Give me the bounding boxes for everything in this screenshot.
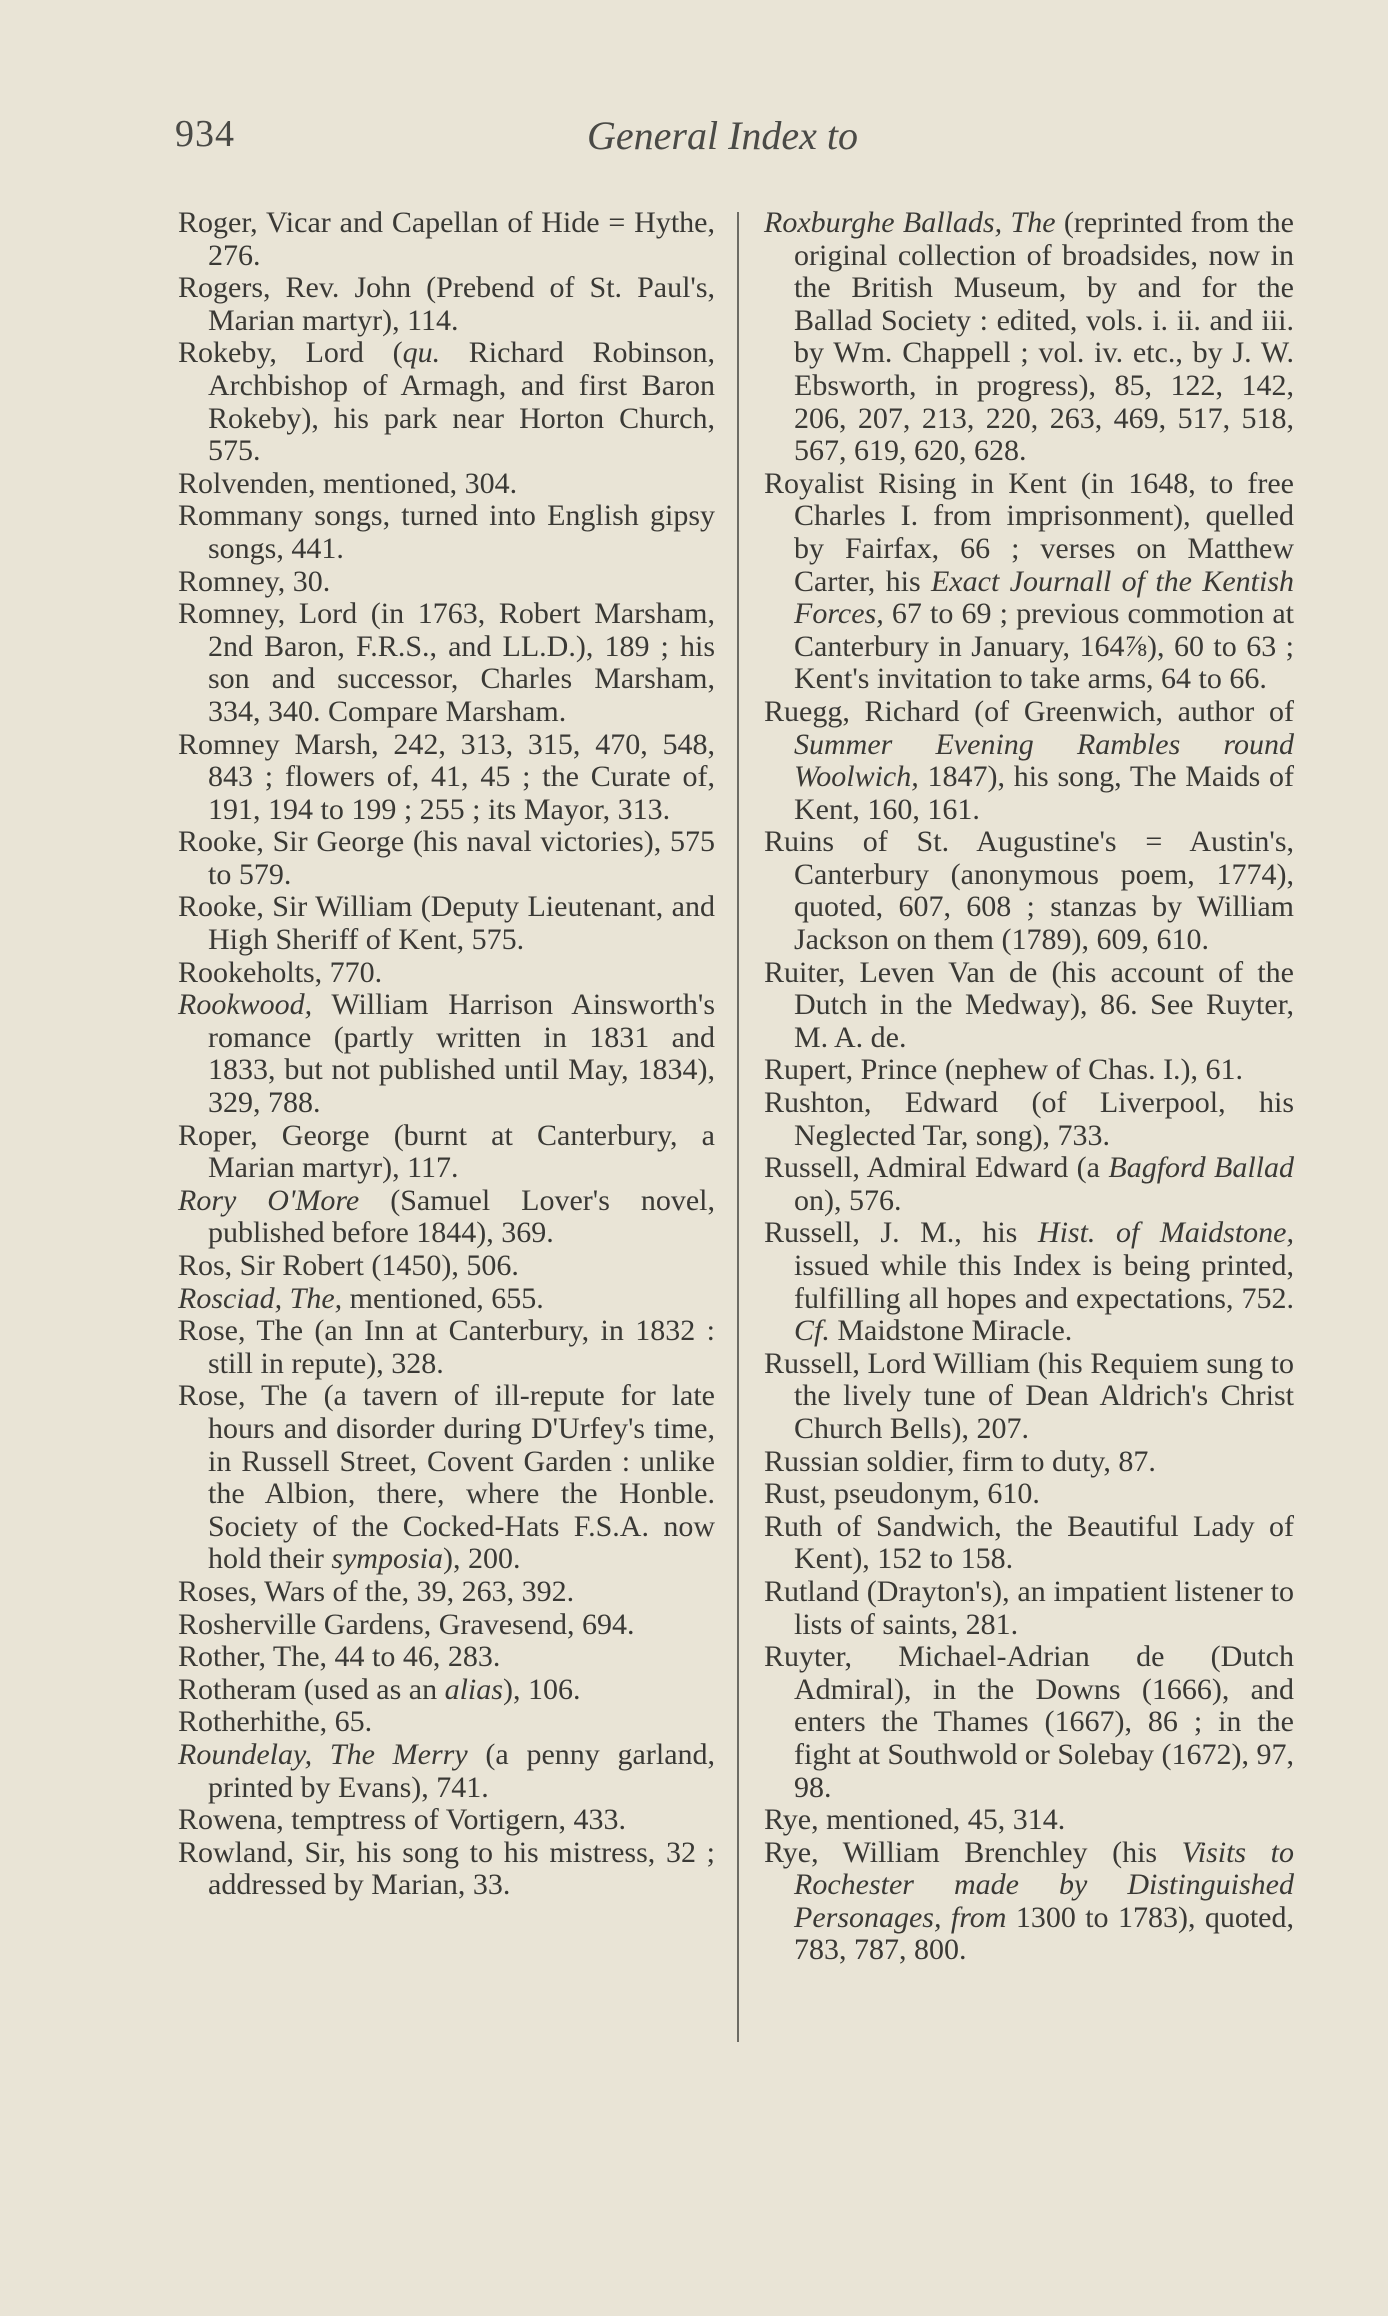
entry-text: Rogers, Rev. John (Prebend of St. Paul's, Marian martyr), 114. xyxy=(178,271,715,337)
entry-text: Maidstone Miracle. xyxy=(829,1314,1073,1348)
entry-text: Rolvenden, mentioned, 304. xyxy=(178,466,518,500)
page-number: 934 xyxy=(175,113,235,155)
index-entry xyxy=(178,1576,715,1609)
entry-text: 1300 to 1783), quoted, 783, 787, 800. xyxy=(794,1900,1294,1967)
entry-text: Ruyter, Michael-Adrian de (Dutch Admiral), in the Downs (1666), and enters the Thames (1667), 86 ; in the fight at Southwold or Solebay (1672), 97, 98. xyxy=(764,1640,1294,1804)
index-entry xyxy=(764,1478,1294,1511)
entry-italic-text: Hist. of Maidstone, xyxy=(1037,1216,1294,1250)
index-entry xyxy=(764,957,1294,1055)
entry-text: Rowland, Sir, his song to his mistress, 32 ; addressed by Marian, 33. xyxy=(178,1835,715,1902)
entry-italic-text: alias xyxy=(444,1672,503,1706)
entry-text: mentioned, 655. xyxy=(342,1281,544,1315)
index-entry xyxy=(178,826,715,891)
entry-text: Roper, George (burnt at Canterbury, a Marian martyr), 117. xyxy=(178,1118,715,1185)
entry-text: Romney, Lord (in 1763, Robert Marsham, 2nd Baron, F.R.S., and LL.D.), 189 ; his son and successor, Charles Marsham, 334, 340. Compare Marsham. xyxy=(178,597,715,728)
entry-text: Rutland (Drayton's), an impatient listener to lists of saints, 281. xyxy=(764,1574,1294,1641)
index-entry xyxy=(178,989,715,1119)
entry-text: Ros, Sir Robert (1450), 506. xyxy=(178,1249,519,1282)
index-entry xyxy=(178,1641,715,1674)
index-entry xyxy=(178,1674,715,1707)
index-entry xyxy=(178,957,715,990)
entry-italic-text: Summer Evening Rambles round Woolwich, xyxy=(794,727,1294,794)
entry-text: Russian soldier, firm to duty, 87. xyxy=(764,1444,1156,1478)
entry-text: (reprinted from the original collection of broadsides, now in the British Museum, by and for the Ballad Society : edited, vols. i. ii. and iii. by Wm. Chappell ; vol. iv. etc., by J. W. Ebsworth, in progress), 85, 122, 142, 206, 207, 213, 220, 263, 469, 517, 518, 567, 619, 620, 628. xyxy=(794,206,1294,468)
index-entry xyxy=(178,566,715,599)
entry-text: Russell, Lord William (his Requiem sung to the lively tune of Dean Aldrich's Christ Church Bells), 207. xyxy=(764,1346,1294,1445)
index-entry xyxy=(178,1185,715,1250)
entry-text: Ruiter, Leven Van de (his account of the Dutch in the Medway), 86. See Ruyter, M. A. de. xyxy=(764,955,1294,1054)
entry-text: Rose, The (an Inn at Canterbury, in 1832 : still in repute), 328. xyxy=(178,1314,715,1380)
entry-text: Rotherhithe, 65. xyxy=(178,1705,373,1739)
index-entry xyxy=(178,207,715,272)
index-entry xyxy=(764,696,1294,826)
index-entry xyxy=(764,1087,1294,1152)
entry-text: ), 200. xyxy=(442,1542,521,1576)
entry-text: Russell, Admiral Edward (a xyxy=(764,1151,1109,1185)
index-entry xyxy=(178,1120,715,1185)
index-entry xyxy=(178,891,715,956)
entry-text: Rokeby, Lord ( xyxy=(178,336,403,370)
entry-text: Ruth of Sandwich, the Beautiful Lady of Kent), 152 to 158. xyxy=(764,1509,1294,1576)
entry-italic-text: Rory O'More xyxy=(178,1183,360,1217)
entry-italic-text: Rosciad, The, xyxy=(178,1281,343,1315)
entry-text: Rye, mentioned, 45, 314. xyxy=(764,1803,1066,1837)
entry-text: Rother, The, 44 to 46, 283. xyxy=(178,1640,501,1674)
entry-text: Romney Marsh, 242, 313, 315, 470, 548, 843 ; flowers of, 41, 45 ; the Curate of, 191, 194 to 199 ; 255 ; its Mayor, 313. xyxy=(178,727,715,826)
index-entry xyxy=(764,1217,1294,1347)
index-entry xyxy=(178,1706,715,1739)
running-title: General Index to xyxy=(587,113,859,158)
entry-italic-text: Cf. xyxy=(794,1314,830,1348)
entry-text: Rose, The (a tavern of ill-repute for late hours and disorder during D'Urfey's time, in Russell Street, Covent Garden : unlike the Albion, there, where the Honble. Society of the Cocked-Hats F.S.A. now hold their xyxy=(178,1379,715,1576)
index-entry xyxy=(764,1054,1294,1087)
index-entry xyxy=(178,337,715,467)
entry-text: Rushton, Edward (of Liverpool, his Neglected Tar, song), 733. xyxy=(764,1086,1294,1152)
index-entry xyxy=(178,729,715,827)
entry-italic-text: qu. xyxy=(402,336,441,370)
entry-text: Rooke, Sir William (Deputy Lieutenant, and High Sheriff of Kent, 575. xyxy=(178,890,715,957)
index-entry xyxy=(764,1576,1294,1641)
index-entry xyxy=(764,468,1294,696)
entry-text: William Harrison Ainsworth's romance (partly written in 1831 and 1833, but not published until May, 1834), 329, 788. xyxy=(208,988,715,1120)
index-entry xyxy=(764,826,1294,956)
index-entry xyxy=(178,1739,715,1804)
entry-text: ), 106. xyxy=(502,1672,581,1706)
entry-text: 1847), his song, The Maids of Kent, 160, 161. xyxy=(794,760,1294,826)
entry-text: Rooke, Sir George (his naval victories), 575 to 579. xyxy=(178,825,715,891)
page-header xyxy=(175,112,1265,172)
entry-text: Rosherville Gardens, Gravesend, 694. xyxy=(178,1607,635,1641)
index-entry xyxy=(178,1837,715,1902)
index-entry xyxy=(178,468,715,501)
index-column-left xyxy=(178,207,715,1902)
entry-text: issued while this Index is being printed, fulfilling all hopes and expectations, 752. xyxy=(794,1249,1294,1315)
index-entry xyxy=(764,207,1294,468)
index-entry xyxy=(178,1804,715,1837)
index-entry xyxy=(178,1380,715,1576)
entry-italic-text: Exact Journall of the Kentish Forces, xyxy=(794,564,1295,631)
entry-text: Romney, 30. xyxy=(178,564,331,598)
entry-italic-text: Roundelay, The Merry xyxy=(178,1737,468,1771)
index-entry xyxy=(764,1804,1294,1837)
entry-text: (Samuel Lover's novel, published before 1844), 369. xyxy=(208,1183,716,1250)
index-entry xyxy=(178,1250,715,1283)
entry-text: Rupert, Prince (nephew of Chas. I.), 61. xyxy=(764,1053,1244,1087)
entry-text: Richard Robinson, Archbishop of Armagh, and first Baron Rokeby), his park near Horton Church, 575. xyxy=(208,336,715,468)
index-entry xyxy=(178,272,715,337)
entry-text: 67 to 69 ; previous commotion at Canterbury in January, 164⅞), 60 to 63 ; Kent's invitation to take arms, 64 to 66. xyxy=(794,597,1294,696)
index-entry xyxy=(178,1609,715,1642)
entry-italic-text: Rookwood, xyxy=(178,988,313,1022)
entry-text: Rommany songs, turned into English gipsy songs, 441. xyxy=(178,499,715,565)
entry-text: Ruins of St. Augustine's = Austin's, Canterbury (anonymous poem, 1774), quoted, 607, 608 ; stanzas by William Jackson on them (1789), 609, 610. xyxy=(764,825,1294,957)
entry-text: Rotheram (used as an xyxy=(178,1672,445,1706)
index-entry xyxy=(764,1641,1294,1804)
entry-text: Russell, J. M., his xyxy=(764,1216,1038,1250)
entry-text: Rust, pseudonym, 610. xyxy=(764,1477,1040,1511)
index-entry xyxy=(178,1315,715,1380)
entry-text: Rowena, temptress of Vortigern, 433. xyxy=(178,1803,626,1837)
index-column-right xyxy=(764,207,1294,1967)
entry-text: Rye, William Brenchley (his xyxy=(764,1835,1182,1869)
index-entry xyxy=(764,1152,1294,1217)
entry-text: Roger, Vicar and Capellan of Hide = Hythe, 276. xyxy=(178,206,715,272)
entry-italic-text: Visits to Rochester made by Distinguished Personages, from xyxy=(794,1835,1294,1934)
index-entry xyxy=(764,1348,1294,1446)
entry-text: Royalist Rising in Kent (in 1648, to free Charles I. from imprisonment), quelled by Fairfax, 66 ; verses on Matthew Carter, his xyxy=(764,466,1294,598)
entry-italic-text: Roxburghe Ballads, The xyxy=(764,206,1056,239)
index-entry xyxy=(178,598,715,728)
entry-text: Roses, Wars of the, 39, 263, 392. xyxy=(178,1574,575,1608)
entry-italic-text: symposia xyxy=(331,1542,443,1576)
entry-text: on), 576. xyxy=(794,1183,902,1217)
entry-text: (a penny garland, printed by Evans), 741. xyxy=(208,1737,716,1804)
entry-text: Ruegg, Richard (of Greenwich, author of xyxy=(764,694,1294,728)
entry-italic-text: Bagford Ballad xyxy=(1108,1151,1294,1185)
index-entry xyxy=(764,1511,1294,1576)
column-divider xyxy=(737,212,739,2042)
index-entry xyxy=(764,1837,1294,1967)
index-entry xyxy=(178,1283,715,1316)
index-entry xyxy=(764,1446,1294,1479)
index-entry xyxy=(178,500,715,565)
entry-text: Rookeholts, 770. xyxy=(178,955,383,989)
